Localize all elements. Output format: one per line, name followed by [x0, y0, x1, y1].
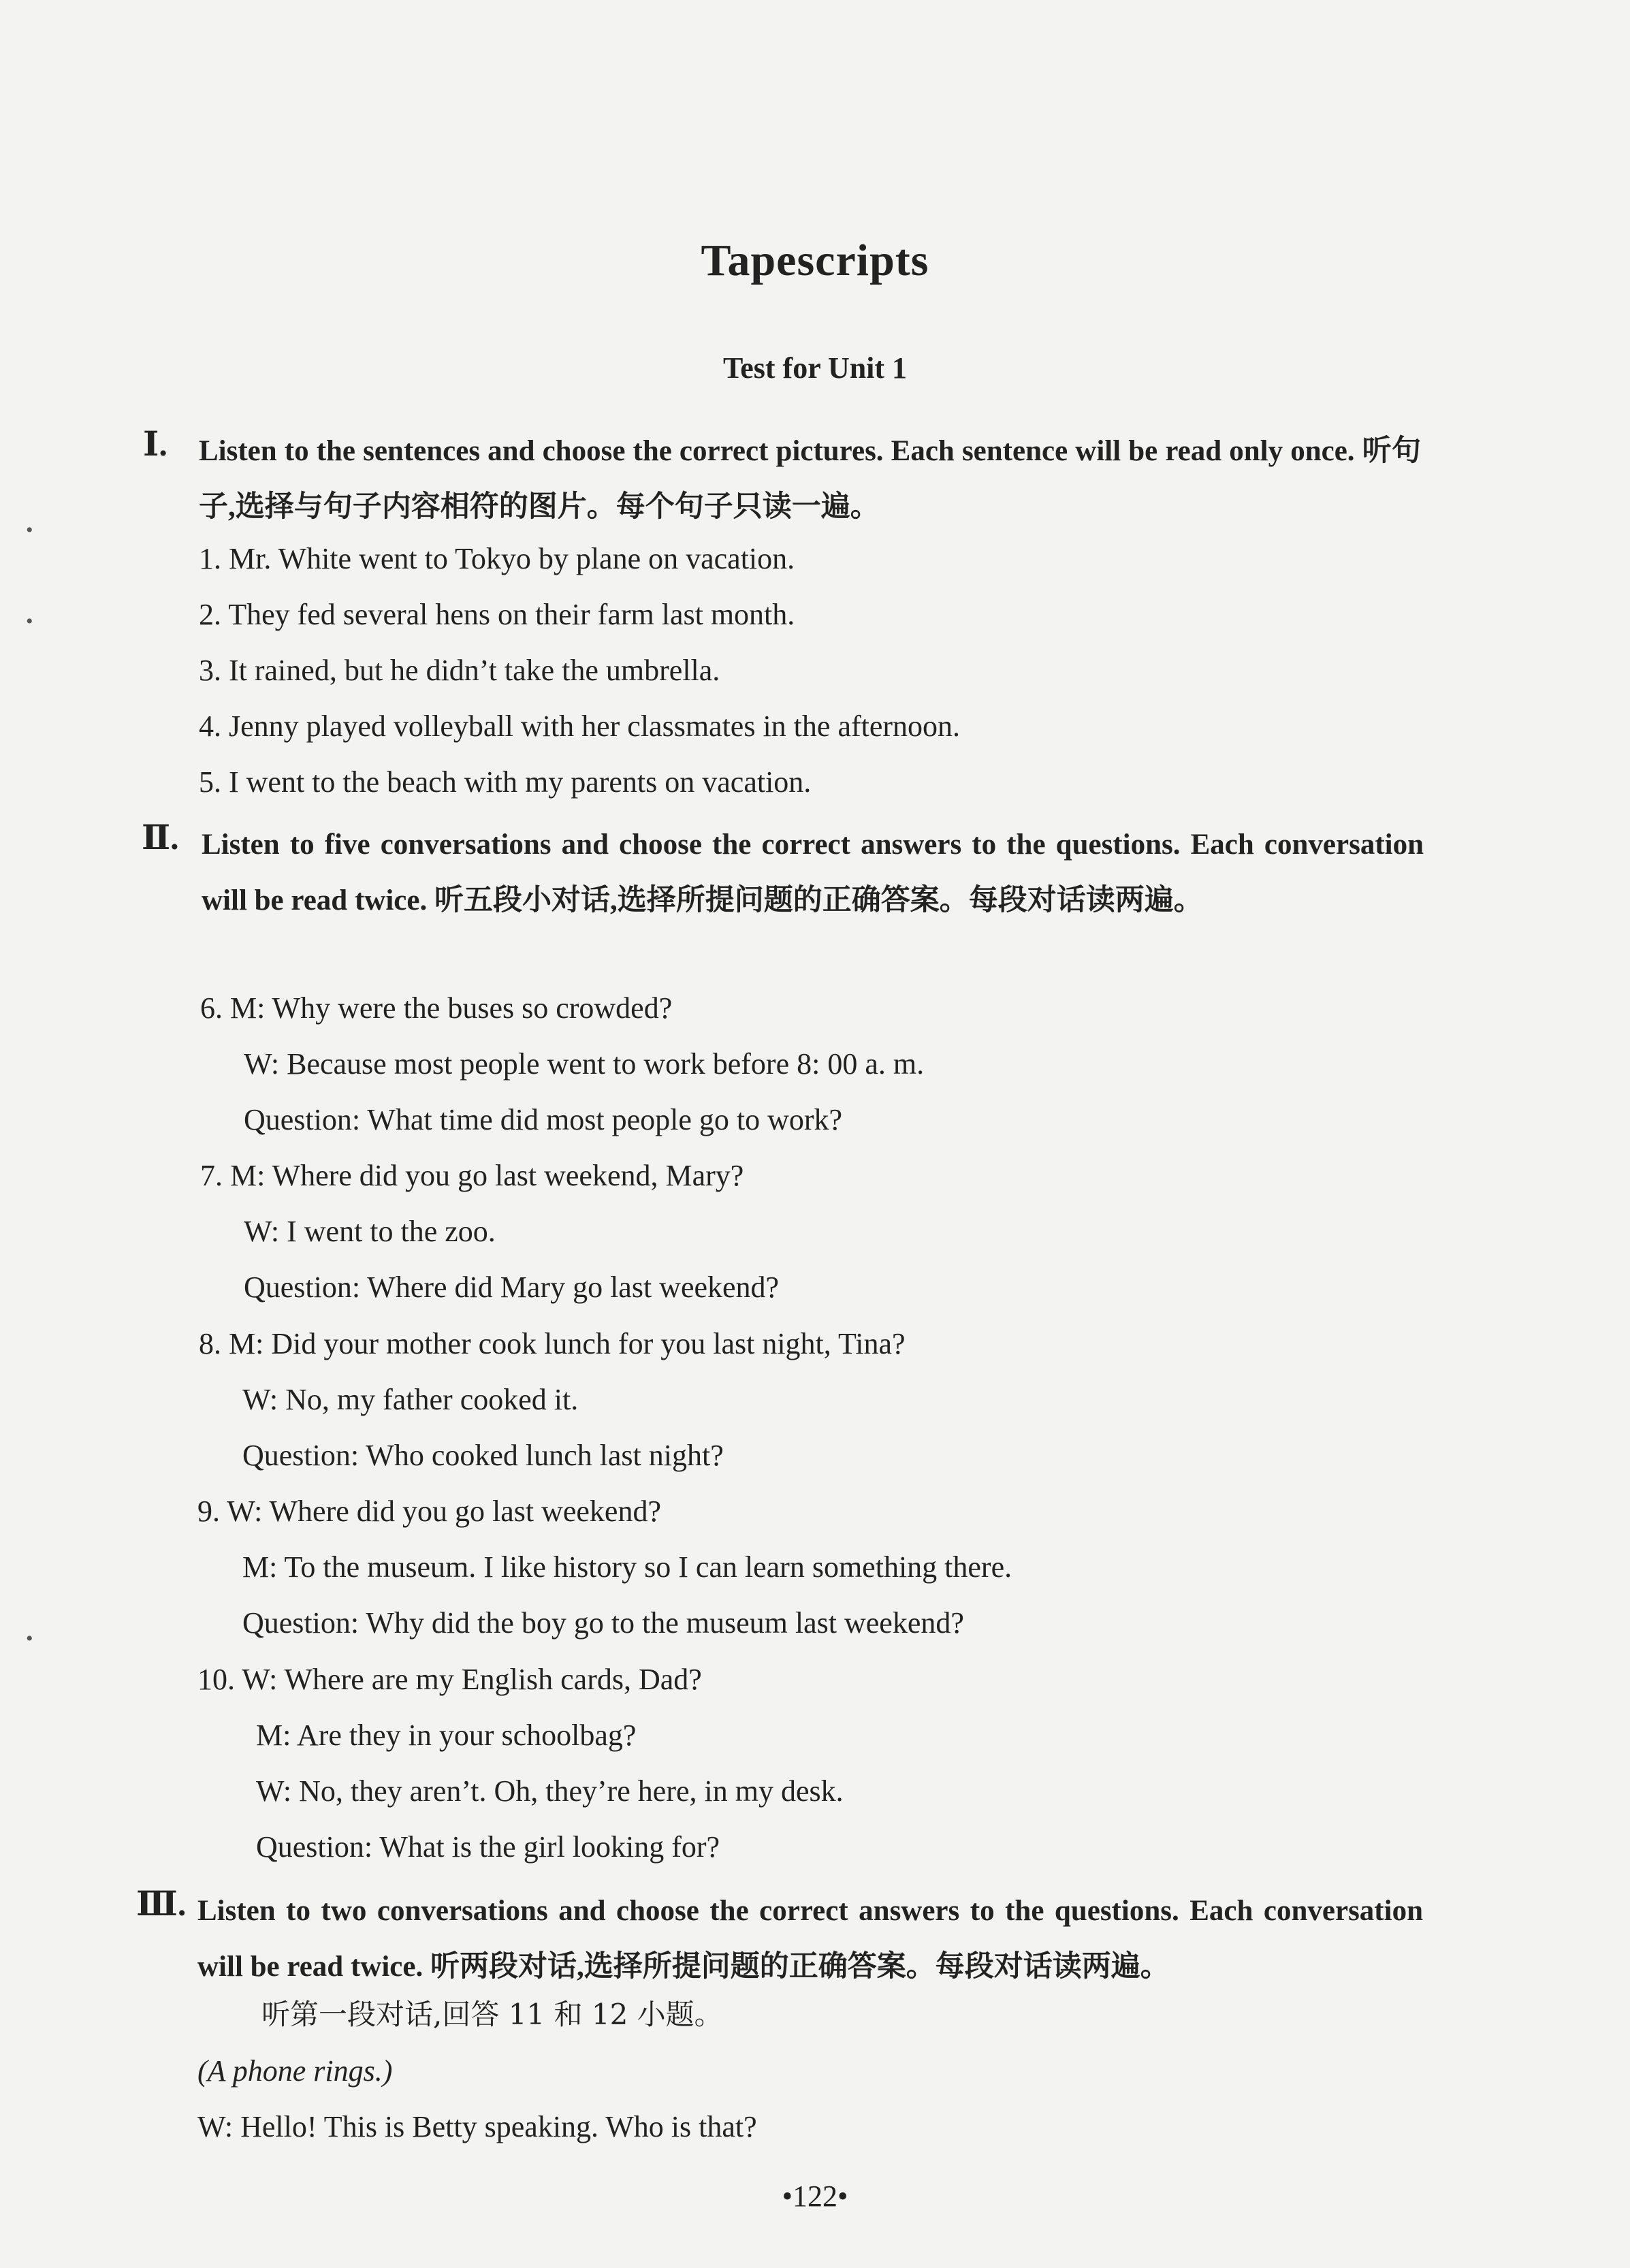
- scan-speck: •: [26, 519, 33, 541]
- list-item: 1. Mr. White went to Tokyo by plane on vacation.: [199, 542, 795, 575]
- list-item: 3. It rained, but he didn’t take the umbrella.: [199, 654, 720, 687]
- list-item: Question: What time did most people go to work?: [244, 1103, 843, 1136]
- list-item: Question: Why did the boy go to the museum last weekend?: [242, 1606, 964, 1640]
- list-item: 6. M: Why were the buses so crowded?: [200, 991, 673, 1025]
- list-item: Question: What is the girl looking for?: [256, 1830, 720, 1864]
- list-item: W: Because most people went to work before 8: 00 a. m.: [244, 1047, 925, 1081]
- list-item: 10. W: Where are my English cards, Dad?: [197, 1663, 702, 1696]
- list-item: 9. W: Where did you go last weekend?: [197, 1495, 661, 1528]
- list-item: (A phone rings.): [197, 2054, 393, 2088]
- section-1-numeral: Ⅰ.: [143, 425, 167, 463]
- list-item: W: I went to the zoo.: [244, 1215, 496, 1248]
- list-item: 8. M: Did your mother cook lunch for you last night, Tina?: [199, 1327, 906, 1360]
- list-item: 7. M: Where did you go last weekend, Mary?: [200, 1159, 744, 1192]
- list-item: W: No, my father cooked it.: [242, 1383, 579, 1416]
- page-title: Tapescripts: [701, 236, 929, 285]
- list-item: W: No, they aren’t. Oh, they’re here, in my desk.: [256, 1774, 844, 1808]
- list-item: 4. Jenny played volleyball with her classmates in the afternoon.: [199, 709, 961, 743]
- list-item: 5. I went to the beach with my parents on vacation.: [199, 765, 812, 799]
- page-subtitle: Test for Unit 1: [722, 351, 908, 385]
- list-item: W: Hello! This is Betty speaking. Who is that?: [197, 2110, 757, 2143]
- list-item: 听第一段对话,回答 11 和 12 小题。: [261, 1998, 723, 2031]
- list-item: M: To the museum. I like history so I can learn something there.: [242, 1550, 1012, 1584]
- section-1-instruction: Listen to the sentences and choose the correct pictures. Each sentence will be read only once. 听句子,选择与句子内容相符的图片。每个句子只读一遍。: [199, 435, 1421, 523]
- scan-speck: •: [26, 1627, 33, 1650]
- scan-speck: •: [26, 610, 33, 633]
- section-2-instruction: Listen to five conversations and choose the correct answers to the questions. Each conversation will be read twice. 听五段小对话,选择所提问题的正确答案。每段对话读两遍。: [202, 829, 1424, 916]
- section-2-numeral: Ⅱ.: [142, 818, 179, 857]
- page-number: •122•: [782, 2179, 848, 2213]
- list-item: Question: Who cooked lunch last night?: [242, 1439, 724, 1472]
- list-item: 2. They fed several hens on their farm last month.: [199, 598, 795, 631]
- list-item: Question: Where did Mary go last weekend?: [244, 1271, 780, 1304]
- section-3-numeral: Ⅲ.: [136, 1885, 187, 1923]
- section-3-instruction: Listen to two conversations and choose the correct answers to the questions. Each conversation will be read twice. 听两段对话,选择所提问题的正确答案。每段对话读两遍。: [197, 1895, 1423, 1983]
- list-item: M: Are they in your schoolbag?: [256, 1719, 637, 1752]
